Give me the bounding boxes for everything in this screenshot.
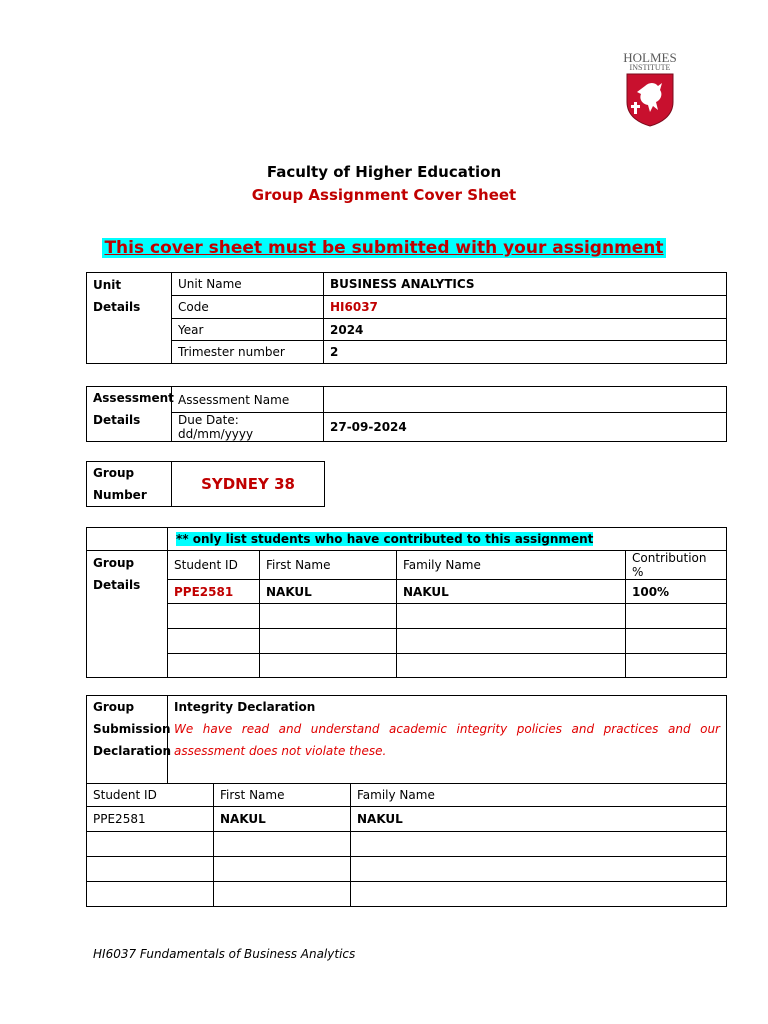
note-spacer-cell — [87, 528, 168, 551]
due-date-value: 27-09-2024 — [324, 413, 727, 442]
first-name-cell: NAKUL — [214, 807, 351, 832]
header-contribution: Contribution % — [626, 551, 727, 580]
year-value: 2024 — [324, 319, 727, 341]
contributors-note-text: ** only list students who have contributed to this assignment — [176, 532, 594, 546]
family-name-cell — [351, 882, 727, 907]
table-row — [87, 882, 727, 907]
student-id-cell — [87, 857, 214, 882]
first-name-cell — [214, 857, 351, 882]
group-details-table — [86, 527, 727, 678]
trimester-value: 2 — [324, 341, 727, 364]
group-number-table — [86, 461, 325, 507]
student-id-cell — [87, 832, 214, 857]
contribution-cell: 100% — [626, 580, 727, 604]
integrity-declaration — [168, 696, 727, 784]
first-name-cell — [214, 882, 351, 907]
logo-name-line1: HOLMES — [623, 50, 677, 65]
shield-icon — [625, 72, 675, 127]
header-first-name: First Name — [260, 551, 397, 580]
group-details-label: Group Details — [87, 551, 168, 678]
family-name-cell — [351, 832, 727, 857]
page-footer: HI6037 Fundamentals of Business Analytics — [93, 947, 356, 961]
student-id-cell — [87, 882, 214, 907]
header-family-name: Family Name — [351, 784, 727, 807]
student-id-cell — [168, 629, 260, 654]
group-number-value: SYDNEY 38 — [172, 462, 325, 507]
family-name-cell: NAKUL — [351, 807, 727, 832]
unit-name-label: Unit Name — [172, 273, 324, 296]
student-id-cell: PPE2581 — [87, 807, 214, 832]
year-label: Year — [172, 319, 324, 341]
first-name-cell — [260, 629, 397, 654]
header-student-id: Student ID — [168, 551, 260, 580]
group-number-label: Group Number — [87, 462, 172, 507]
submission-notice-text: This cover sheet must be submitted with your assignment — [104, 238, 664, 258]
table-row — [87, 832, 727, 857]
assessment-name-label: Assessment Name — [172, 387, 324, 413]
first-name-cell — [260, 604, 397, 629]
unit-details-table — [86, 272, 727, 364]
first-name-cell — [214, 832, 351, 857]
logo-name-line2: INSTITUTE — [629, 63, 671, 72]
contribution-cell — [626, 629, 727, 654]
table-row — [87, 604, 727, 629]
unit-name-value: BUSINESS ANALYTICS — [324, 273, 727, 296]
faculty-title: Faculty of Higher Education — [266, 163, 502, 181]
table-row — [87, 629, 727, 654]
table-row — [87, 807, 727, 832]
table-row — [87, 580, 727, 604]
table-row — [87, 654, 727, 678]
table-row — [87, 857, 727, 882]
contribution-cell — [626, 604, 727, 629]
contribution-cell — [626, 654, 727, 678]
submission-notice — [0, 238, 768, 258]
unit-details-label: Unit Details — [87, 273, 172, 364]
assessment-details-label: Assessment Details — [87, 387, 172, 442]
holmes-institute-logo — [619, 50, 681, 130]
trimester-label: Trimester number — [172, 341, 324, 364]
declaration-table — [86, 695, 727, 907]
family-name-cell: NAKUL — [397, 580, 626, 604]
code-value: HI6037 — [324, 296, 727, 319]
first-name-cell — [260, 654, 397, 678]
family-name-cell — [397, 629, 626, 654]
student-id-cell — [168, 604, 260, 629]
cover-sheet-title: Group Assignment Cover Sheet — [251, 186, 517, 204]
header-student-id: Student ID — [87, 784, 214, 807]
first-name-cell: NAKUL — [260, 580, 397, 604]
due-date-label: Due Date: dd/mm/yyyy — [172, 413, 324, 442]
header-family-name: Family Name — [397, 551, 626, 580]
family-name-cell — [351, 857, 727, 882]
declaration-label: Group Submission Declaration — [87, 696, 168, 784]
family-name-cell — [397, 604, 626, 629]
integrity-title: Integrity Declaration — [174, 700, 316, 714]
student-id-cell: PPE2581 — [168, 580, 260, 604]
contributors-note — [168, 528, 727, 551]
integrity-text: We have read and understand academic integrity policies and practices and our assessment does not violate these. — [174, 722, 720, 758]
family-name-cell — [397, 654, 626, 678]
header-first-name: First Name — [214, 784, 351, 807]
assessment-details-table — [86, 386, 727, 442]
assessment-name-value — [324, 387, 727, 413]
code-label: Code — [172, 296, 324, 319]
student-id-cell — [168, 654, 260, 678]
